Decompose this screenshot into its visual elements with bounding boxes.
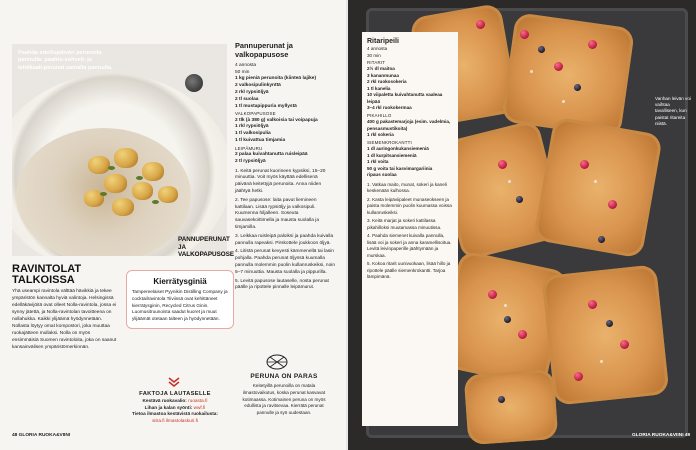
- recipe-step: 4. Paahda siemenet kuivalla pannulla, lisää voi ja sokeri ja anna karamellisoitua. Levitä leivinpaperille jäähtymään ja murskaa.: [367, 233, 452, 258]
- recipe-step: 2. Tee papusose: laita pavut liemineen kattilaan. Lisää rypsiöljy ja valkosipuli. Kuumenna hiljalleen. Soseuta sauvasekoittimella ja mausta suolalla ja timjamilla.: [235, 197, 319, 230]
- box-title: Kierrätysginiä: [153, 277, 207, 286]
- box-title: PERUNA ON PARAS: [250, 373, 318, 380]
- link[interactable]: ruoasta.fi: [188, 398, 208, 404]
- ingredient: 1 rkl sokeria: [367, 132, 394, 138]
- recipe-title: Pannuperunat ja valkopapusose: [235, 41, 293, 59]
- french-toast-image: [464, 369, 559, 445]
- ingredient: 2½ dl maitoa: [367, 66, 395, 72]
- ingredient-heading: RITARIT: [367, 60, 386, 66]
- recipe-step: 4. Litistä perunat kevyesti kämmenellä tai lasin pohjalla. Paahda perunat öljyssä kuumalla pannulla molemmin puolin kullanruskeiksi, noin 5–7 minuuttia. Mausta suolalla ja pippurilla.: [235, 249, 335, 275]
- ingredient: 2 tl suolaa: [235, 96, 259, 102]
- ingredient: ripaus suolaa: [367, 172, 397, 178]
- ravintolat-article: [12, 264, 118, 352]
- potato-recipe: [235, 42, 335, 294]
- recipe-title: Ritaripeili: [367, 38, 399, 45]
- recipe-servings: 4 annosta: [235, 62, 257, 68]
- ingredient: 2 valkosipulinkynttä: [235, 83, 281, 89]
- ingredient: 2 rkl rypsiöljyä: [235, 89, 269, 95]
- ingredient-heading: SIEMENKROKANTTI: [367, 139, 412, 145]
- kierrat-box: [126, 270, 234, 329]
- salt-shaker-image: [185, 74, 203, 92]
- article-body: Yhä useampi ravintola välttää hävikkiä ja tekee ympäristön kannalta hyviä valintoja. Helsingissä edelläkävijöitä ovat olleet Nolla-ravintola, jossa ei synny jätettä, ja Nolla-ravintolan tavoitteena on nollahukka. Kaikki ylijäämä hyödynnetään. Nollasta löytyy omat kompostori, joka muuttaa ruokajätteen mullaksi. Nolla on myös ensimmäisiä Suomen ravintoloita, joka on saanut kansainvälisen ympäristömerkinnän.: [12, 289, 117, 351]
- recipe-steps: [367, 182, 453, 281]
- potato-image: [142, 162, 164, 181]
- ingredient: 3–4 rkl ruokokermaa: [367, 105, 412, 111]
- ingredient: 400 g pakastemarjoja (esim. vadelmia, pensasmustikoita): [367, 119, 451, 131]
- peruna-box: [236, 372, 332, 417]
- ingredient: 2 tlk (à 380 g) valkoisia tai voipapuja: [235, 117, 318, 123]
- potato-image: [158, 186, 178, 203]
- ingredient: 50 g voita tai kasvimargariinia: [367, 165, 433, 171]
- photo-caption: Vanhan leivän voi vaihtaa tavalliseen, kun paistat ritareita niistä.: [655, 96, 691, 126]
- recipe-step: 1. Vatkaa maito, munat, sokeri ja kaneli keskenään kulhossa.: [367, 181, 447, 194]
- ingredient: 2 rkl ruokosokeria: [367, 79, 407, 85]
- potato-image: [104, 174, 127, 193]
- ingredient: 1 rkl voita: [367, 159, 389, 165]
- page-folio: GLORIA RUOKA&VIINI 49: [632, 433, 691, 438]
- ingredient: 1 dl auringonkukansiemeniä: [367, 145, 429, 151]
- ingredient-heading: VALKOPAPUSOSE: [235, 111, 276, 117]
- french-toast-image: [542, 264, 670, 405]
- recipe-step: 5. Kokoa ritarit uunivuokaan, lisää hillo ja ripottele päälle siemenkrokantti. Tarjoa lämpimänä.: [367, 261, 451, 280]
- chevron-down-icon: [168, 377, 180, 387]
- recipe-step: 3. Keitä marjat ja sokeri kattilassa pikahilloksi muutamassa minuutissa.: [367, 218, 442, 230]
- recipe-time: 30 min: [367, 52, 381, 58]
- link[interactable]: sitra.fi ilmastolaskuri.fi: [152, 417, 198, 423]
- recipe-step: 5. Levitä papusose lautaselle, nosta perunat päälle ja ripottele pinnalle leipämurut.: [235, 278, 329, 291]
- ingredient: 1 dl kurpitsansiemeniä: [367, 152, 417, 158]
- ingredient: 2 palaa kuivahtanutta ruisleipää: [235, 152, 308, 158]
- faktoja-box: FAKTOJA LAUTASELLE Kestävä ruokavalio: ruoasta.fi Lihan ja kalan syönti: wwf.fi Tietoa ilmastoa kestävistä ruokailusta: sitra.fi ilmastolaskuri.fi: [128, 390, 222, 424]
- ingredient: 2 tl rypsiöljyä: [235, 158, 266, 164]
- potato-image: [132, 182, 153, 200]
- ingredient: 1 tl mustapippuria myllystä: [235, 103, 297, 109]
- ingredient: 1 kg pieniä perunoita (kiinteä lajike): [235, 76, 317, 82]
- ingredient: 1 tl valkosipulia: [235, 131, 271, 137]
- potato-icon: [264, 352, 290, 370]
- potato-image: [88, 156, 110, 174]
- ingredient: 10 viipaletta kuivahtanutta vaaleaa leipää: [367, 92, 443, 104]
- box-title: FAKTOJA LAUTASELLE: [139, 391, 211, 397]
- recipe-steps: [235, 169, 335, 293]
- recipe-step: 3. Leikkaa ruisleipä paloiksi ja paahda kuivalla pannulla rapeaksi. Pirskottele joukkoon öljyä.: [235, 233, 334, 246]
- link[interactable]: wwf.fi: [193, 404, 206, 410]
- potato-image: [112, 198, 134, 216]
- box-body: Tampereelaiset Pyynikin Distilling Company ja cocktailravintola Tiiviissä ovat kehittäneet kierrätysginin, Recycled Citrus Ginin. Luomusitruunoista saadut kuoret ja muut ylijäämät otetaan talteen ja hyödynnetään.: [132, 289, 228, 322]
- ingredient-heading: PIKAHILLO: [367, 112, 392, 118]
- photo-caption: Paahda edellispäivän perunoita pannulla: paahto-vohveli- ja lehtikaali-perunat samalla pannulla.: [18, 50, 113, 71]
- recipe-step: 1. Keitä perunat kuorineen kypsiksi, 15–20 minuuttia. Voit myös käyttää edellisenä päivänä keitettyjä perunoita. Anna niiden jäähtyä hetki.: [235, 168, 326, 194]
- article-title: RAVINTOLAT TALKOISSA: [12, 263, 82, 287]
- recipe-servings: 4 annosta: [367, 46, 388, 52]
- page-folio: 48 GLORIA RUOKA&VIINI: [12, 433, 71, 438]
- ingredient-heading: LEIPÄMURU: [235, 145, 263, 151]
- photo-label: PANNUPERUNAT JA VALKOPAPUSOSE: [178, 236, 235, 259]
- ingredient: 1 tl kanelia: [367, 85, 391, 91]
- box-body: Keitetyillä perunoilla on matala ilmastovaikutus, koska perunat kasvavat kotimaassa. Kotimainen peruna on myös edullista ja ravitsevaa. Kierrätä perunat pannulle ja syö uudestaan.: [242, 383, 326, 416]
- ingredient: 1 tl kuivattua timjamia: [235, 137, 286, 143]
- potato-dish-photo: [12, 44, 227, 256]
- ingredient: 1 rkl rypsiöljyä: [235, 124, 269, 130]
- potato-image: [114, 148, 138, 168]
- ingredient: 3 kananmunaa: [367, 72, 399, 78]
- ritaripeili-recipe: [362, 32, 458, 426]
- recipe-step: 2. Kasta leipäviipaleet munaseokseen ja paista molemmin puolin kuumassa voissa kullanruskeiksi.: [367, 196, 452, 215]
- recipe-time: 50 min: [235, 69, 250, 75]
